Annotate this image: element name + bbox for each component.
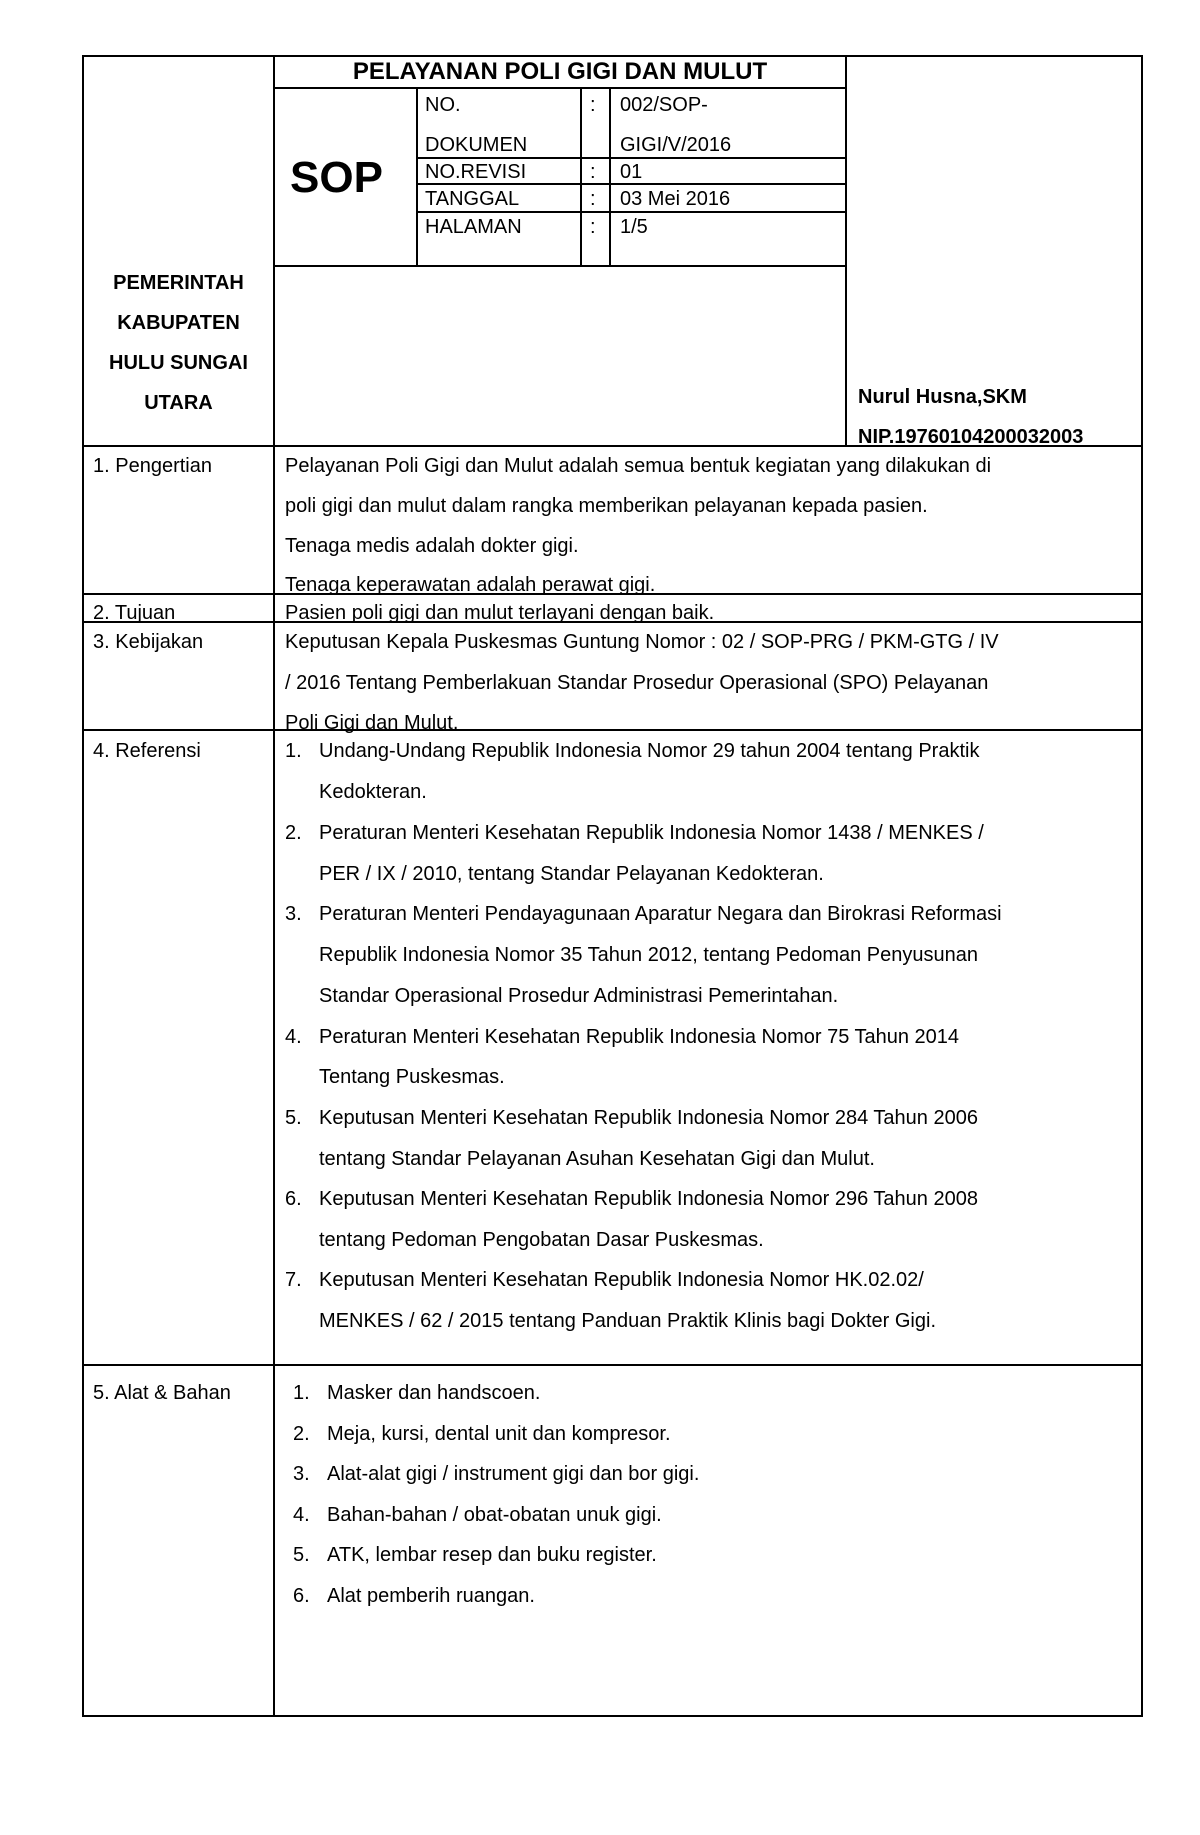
meta-separator: :	[590, 216, 596, 238]
section-line-5	[82, 1364, 1143, 1366]
table-border-top	[82, 55, 1143, 57]
section-label-alat-bahan: 5. Alat & Bahan	[93, 1382, 231, 1404]
list-text: Keputusan Menteri Kesehatan Republik Indonesia Nomor 296 Tahun 2008	[319, 1188, 978, 1210]
list-text: MENKES / 62 / 2015 tentang Panduan Praktik Klinis bagi Dokter Gigi.	[319, 1310, 937, 1332]
meta-divider-1	[416, 87, 418, 267]
section-label-referensi: 4. Referensi	[93, 740, 201, 762]
section-label-kebijakan: 3. Kebijakan	[93, 631, 204, 653]
list-text: Alat-alat gigi / instrument gigi dan bor gigi.	[327, 1463, 700, 1485]
list-number: 1.	[293, 1382, 310, 1404]
list-text: Standar Operasional Prosedur Administrasi Pemerintahan.	[319, 985, 839, 1007]
list-text: Undang-Undang Republik Indonesia Nomor 29 tahun 2004 tentang Praktik	[319, 740, 980, 762]
meta-label: NO.	[425, 94, 461, 116]
signer-nip: NIP.19760104200032003	[858, 426, 1084, 448]
meta-divider-2	[580, 87, 582, 267]
list-text: PER / IX / 2010, tentang Standar Pelayanan Kedokteran.	[319, 863, 824, 885]
meta-value: 1/5	[620, 216, 648, 238]
pengertian-line: Tenaga medis adalah dokter gigi.	[285, 535, 579, 557]
meta-label: TANGGAL	[425, 188, 520, 210]
list-number: 6.	[285, 1188, 302, 1210]
list-text: Republik Indonesia Nomor 35 Tahun 2012, tentang Pedoman Penyusunan	[319, 944, 978, 966]
title-underline	[273, 87, 847, 89]
list-text: Tentang Puskesmas.	[319, 1066, 505, 1088]
meta-row-line-3	[416, 211, 847, 213]
list-number: 5.	[293, 1544, 310, 1566]
pengertian-line: Tenaga keperawatan adalah perawat gigi.	[285, 574, 656, 596]
meta-label: DOKUMEN	[425, 134, 528, 156]
sop-label: SOP	[290, 153, 383, 202]
meta-value: 03 Mei 2016	[620, 188, 731, 210]
meta-separator: :	[590, 94, 596, 116]
kebijakan-line: Poli Gigi dan Mulut.	[285, 712, 459, 734]
list-number: 3.	[285, 903, 302, 925]
org-line: KABUPATEN	[117, 312, 240, 334]
signer-name: Nurul Husna,SKM	[858, 386, 1027, 408]
meta-separator: :	[590, 161, 596, 183]
kebijakan-line: / 2016 Tentang Pemberlakuan Standar Prosedur Operasional (SPO) Pelayanan	[285, 672, 989, 694]
list-text: tentang Pedoman Pengobatan Dasar Puskesmas.	[319, 1229, 764, 1251]
list-number: 1.	[285, 740, 302, 762]
table-border-right	[1141, 55, 1143, 1717]
list-text: tentang Standar Pelayanan Asuhan Kesehatan Gigi dan Mulut.	[319, 1148, 875, 1170]
tujuan-line: Pasien poli gigi dan mulut terlayani dengan baik.	[285, 602, 715, 624]
list-text: Peraturan Menteri Kesehatan Republik Indonesia Nomor 75 Tahun 2014	[319, 1026, 960, 1048]
table-border-left	[82, 55, 84, 1717]
list-number: 4.	[285, 1026, 302, 1048]
meta-separator: :	[590, 188, 596, 210]
list-number: 7.	[285, 1269, 302, 1291]
list-text: ATK, lembar resep dan buku register.	[327, 1544, 657, 1566]
org-line: UTARA	[144, 392, 213, 414]
list-number: 2.	[293, 1423, 310, 1445]
pengertian-line: Pelayanan Poli Gigi dan Mulut adalah semua bentuk kegiatan yang dilakukan di	[285, 455, 992, 477]
section-label-tujuan: 2. Tujuan	[93, 602, 176, 624]
table-border-bottom	[82, 1715, 1143, 1717]
list-number: 4.	[293, 1504, 310, 1526]
meta-bottom-line	[273, 265, 847, 267]
list-text: Alat pemberih ruangan.	[327, 1585, 535, 1607]
meta-value: 01	[620, 161, 643, 183]
list-text: Keputusan Menteri Kesehatan Republik Indonesia Nomor 284 Tahun 2006	[319, 1107, 978, 1129]
list-number: 3.	[293, 1463, 310, 1485]
list-text: Meja, kursi, dental unit dan kompresor.	[327, 1423, 671, 1445]
meta-label: NO.REVISI	[425, 161, 527, 183]
list-number: 6.	[293, 1585, 310, 1607]
list-text: Masker dan handscoen.	[327, 1382, 541, 1404]
list-text: Peraturan Menteri Kesehatan Republik Indonesia Nomor 1438 / MENKES /	[319, 822, 984, 844]
meta-label: HALAMAN	[425, 216, 522, 238]
meta-value: 002/SOP-	[620, 94, 708, 116]
column-divider	[273, 55, 275, 1717]
org-line: HULU SUNGAI	[109, 352, 248, 374]
kebijakan-line: Keputusan Kepala Puskesmas Guntung Nomor : 02 / SOP-PRG / PKM-GTG / IV	[285, 631, 999, 653]
list-number: 2.	[285, 822, 302, 844]
list-text: Peraturan Menteri Pendayagunaan Aparatur Negara dan Birokrasi Reformasi	[319, 903, 1002, 925]
list-number: 5.	[285, 1107, 302, 1129]
pengertian-line: poli gigi dan mulut dalam rangka memberikan pelayanan kepada pasien.	[285, 495, 928, 517]
meta-row-line-2	[416, 183, 847, 185]
meta-divider-3	[609, 87, 611, 267]
section-line-4	[82, 729, 1143, 731]
meta-value: GIGI/V/2016	[620, 134, 732, 156]
list-text: Keputusan Menteri Kesehatan Republik Indonesia Nomor HK.02.02/	[319, 1269, 924, 1291]
header-right-divider	[845, 55, 847, 447]
section-label-pengertian: 1. Pengertian	[93, 455, 212, 477]
list-text: Bahan-bahan / obat-obatan unuk gigi.	[327, 1504, 662, 1526]
document-title: PELAYANAN POLI GIGI DAN MULUT	[352, 58, 768, 85]
list-text: Kedokteran.	[319, 781, 427, 803]
meta-row-line-1	[416, 157, 847, 159]
org-line: PEMERINTAH	[113, 272, 244, 294]
